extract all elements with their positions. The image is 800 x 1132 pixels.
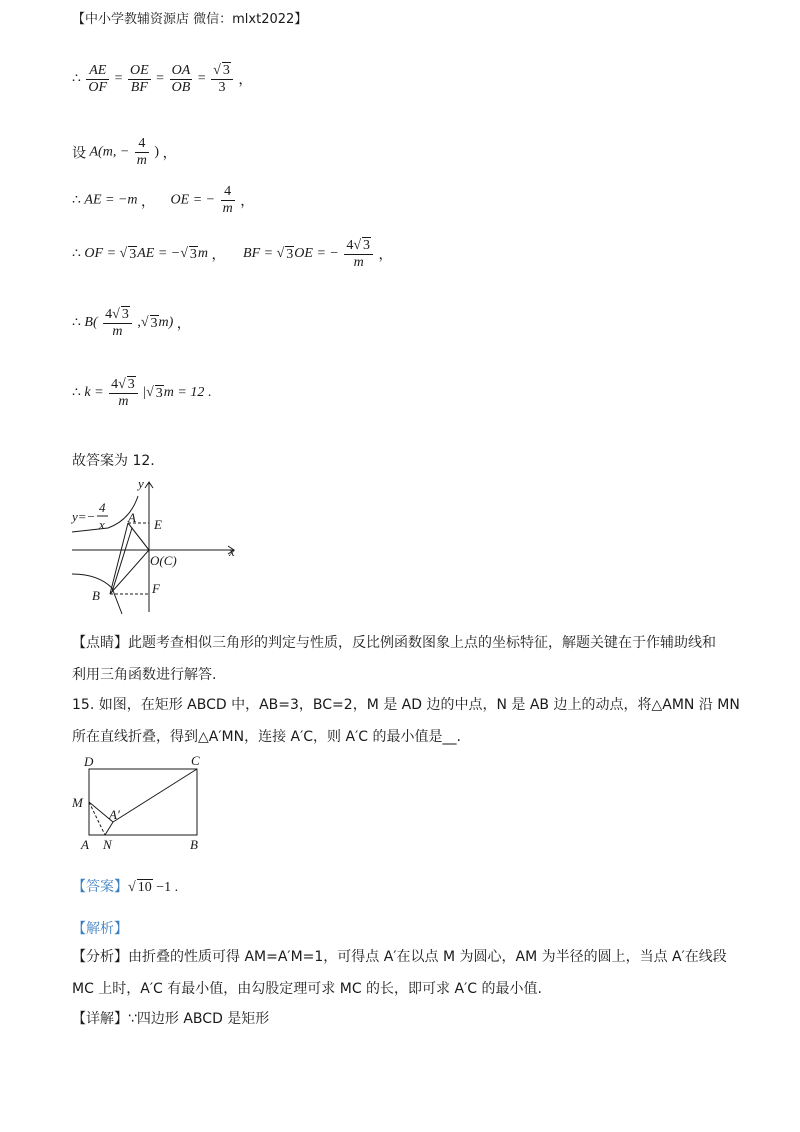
fig1-x-label: x [229,544,235,559]
fenxi-line2: MC 上时，A′C 有最小值，由勾股定理可求 MC 的长，即可求 A′C 的最小值. [72,981,542,997]
fig2-A1: A′ [109,807,120,822]
q15-line1: 15. 如图，在矩形 ABCD 中，AB=3，BC=2，M 是 AD 边的中点，N 是 AB 边上的动点，将△AMN 沿 MN [72,697,740,713]
answer-label: 【答案】 [72,879,128,895]
figure-hyperbola [68,476,248,618]
step3-AE-OE: ∴ AE = −m ， OE = − $\frac{4}{m}$ ， [72,184,255,216]
answer-block: 【答案】√ 10 −1 . [72,879,179,895]
fig1-eq-num: 4 [99,500,106,515]
step2-set-A: 设 A(m, − $\frac{4}{m}$ ) ， [72,136,177,168]
step1-ratios: ∴ $\frac{AE}{OF}$ = $\frac{OE}{BF}$ = $\frac{OA}{OB}$ = $\frac{√ 3}{3}$ ， [72,62,253,95]
step5-point-B: ∴ B( $\frac{4√ 3}{m}$ ,√ 3m) ， [72,307,191,339]
answer-tail: −1 . [152,880,179,895]
fig2-M: M [72,795,83,810]
fig1-E: E [154,517,162,532]
fig1-eq-left: y=− [72,509,96,524]
step4-OF-BF: ∴ OF = √ 3AE = −√ 3m ， BF = √ 3OE = − $\frac{4√ 3}{m}$ ， [72,238,393,270]
figure-rectangle [68,752,218,856]
answer-line: 故答案为 12. [72,453,155,469]
comment-line2: 利用三角函数进行解答. [72,667,217,683]
fig1-y-label: y [138,476,144,491]
fig2-B: B [190,837,198,852]
fig2-D: D [84,754,94,769]
comment-line1: 【点睛】此题考查相似三角形的判定与性质，反比例函数图象上点的坐标特征，解题关键在于作辅助线和 [72,635,716,651]
answer-sqrt: 10 [137,880,152,895]
fenxi-line1: 【分析】由折叠的性质可得 AM=A′M=1，可得点 A′在以点 M 为圆心，AM 为半径的圆上，当点 A′在线段 [72,949,727,965]
fig1-A: A [128,510,136,525]
fig1-eq-den: x [99,517,105,532]
fig1-B: B [92,588,100,603]
fig2-N: N [103,837,112,852]
xiangjie-line: 【详解】∵四边形 ABCD 是矩形 [72,1011,270,1027]
q15-line2: 所在直线折叠，得到△A′MN，连接 A′C，则 A′C 的最小值是__. [72,729,461,745]
fig1-O: O(C) [150,553,177,568]
fig1-F: F [152,581,160,596]
fig2-A: A [81,837,89,852]
fig2-C: C [191,753,200,768]
header-watermark: 【中小学教辅资源店 微信：mlxt2022】 [72,12,308,27]
step6-k-value: ∴ k = $\frac{4√ 3}{m}$ |√ 3m = 12 . [72,377,212,409]
analysis-label: 【解析】 [72,921,128,937]
